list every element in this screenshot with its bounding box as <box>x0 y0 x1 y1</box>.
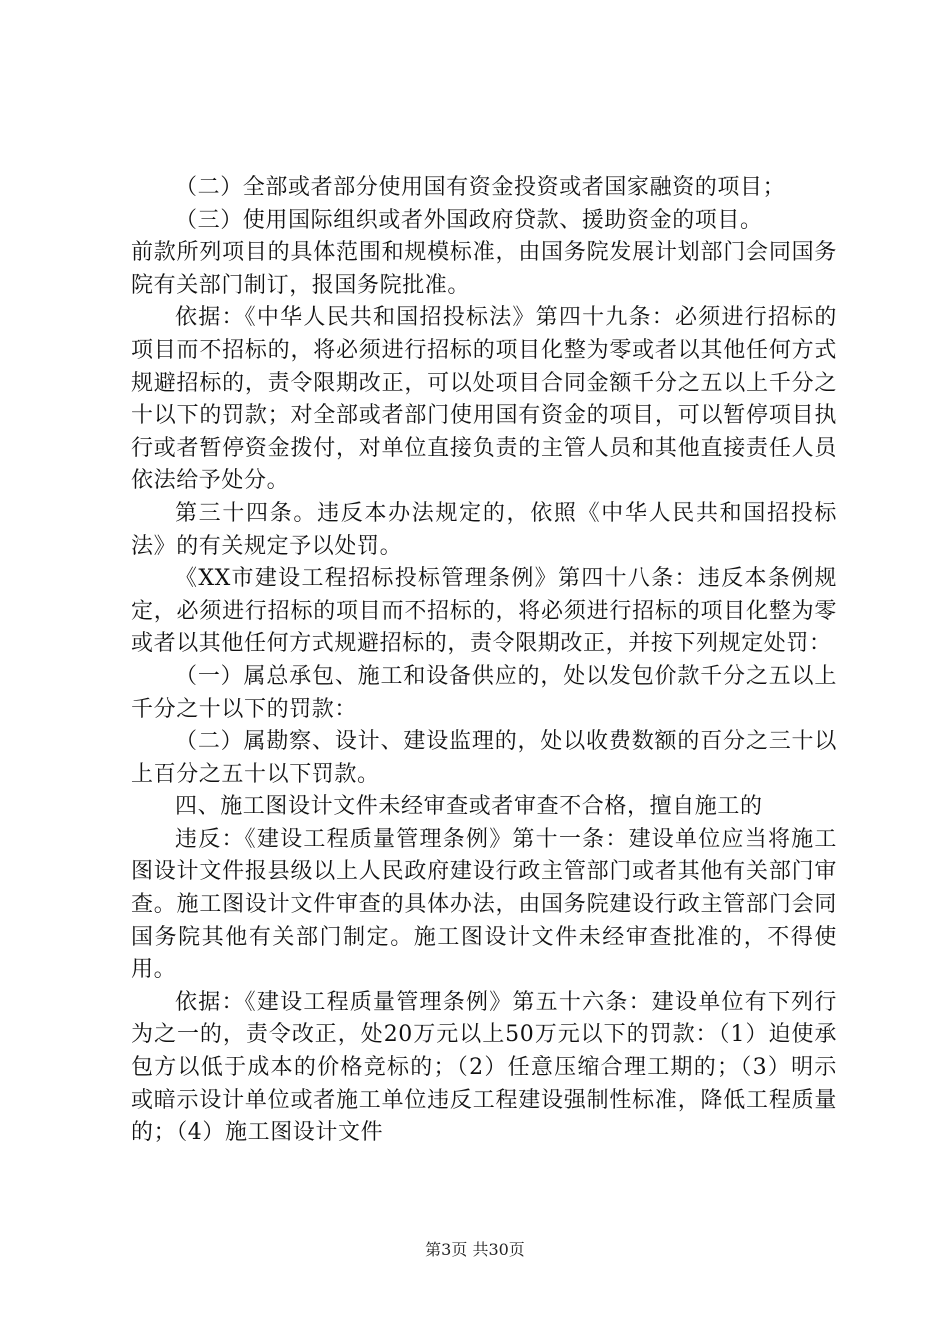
paragraph-scope-note: 前款所列项目的具体范围和规模标准，由国务院发展计划部门会同国务院有关部门制订，报国务院批准。 <box>131 240 837 298</box>
document-body <box>131 172 837 1150</box>
paragraph-item-2: （二）全部或者部分使用国有资金投资或者国家融资的项目； <box>175 175 786 200</box>
paragraph-basis-article-56: 依据：《建设工程质量管理条例》第五十六条：建设单位有下列行为之一的，责令改正，处20万元以上50万元以下的罚款：（1）迫使承包方以低于成本的价格竞标的；（2）任意压缩合理工期的；（3）明示或暗示设计单位或者施工单位违反工程建设强制性标准，降低工程质量的；（4）施工图设计文件 <box>131 989 837 1146</box>
paragraph-penalty-1: （一）属总承包、施工和设备供应的，处以发包价款千分之五以上千分之十以下的罚款： <box>131 663 837 722</box>
section-heading-4: 四、施工图设计文件未经审查或者审查不合格，擅自施工的 <box>175 794 763 820</box>
page-number-footer: 第3页 共30页 <box>425 1240 525 1259</box>
paragraph-item-3: （三）使用国际组织或者外国政府贷款、援助资金的项目。 <box>175 207 763 233</box>
paragraph-article-34: 第三十四条。违反本办法规定的，依照《中华人民共和国招投标法》的有关规定予以处罚。 <box>131 500 837 559</box>
paragraph-violation-article-11: 违反：《建设工程质量管理条例》第十一条：建设单位应当将施工图设计文件报县级以上人民政府建设行政主管部门或者其他有关部门审查。施工图设计文件审查的具体办法，由国务院建设行政主管部门会同国务院其他有关部门制定。施工图设计文件未经审查批准的，不得使用。 <box>131 826 837 983</box>
paragraph-penalty-2: （二）属勘察、设计、建设监理的，处以收费数额的百分之三十以上百分之五十以下罚款。 <box>131 729 837 787</box>
paragraph-basis-bidding-law: 依据：《中华人民共和国招投标法》第四十九条：必须进行招标的项目而不招标的，将必须进行招标的项目化整为零或者以其他任何方式规避招标的，责令限期改正，可以处项目合同金额千分之五以上千分之十以下的罚款；对全部或者部门使用国有资金的项目，可以暂停项目执行或者暂停资金拨付，对单位直接负责的主管人员和其他直接责任人员依法给予处分。 <box>131 305 837 494</box>
paragraph-city-regulation-48: 《XX市建设工程招标投标管理条例》第四十八条：违反本条例规定，必须进行招标的项目而不招标的，将必须进行招标的项目化整为零或者以其他任何方式规避招标的，责令限期改正，并按下列规定处罚： <box>131 566 837 657</box>
